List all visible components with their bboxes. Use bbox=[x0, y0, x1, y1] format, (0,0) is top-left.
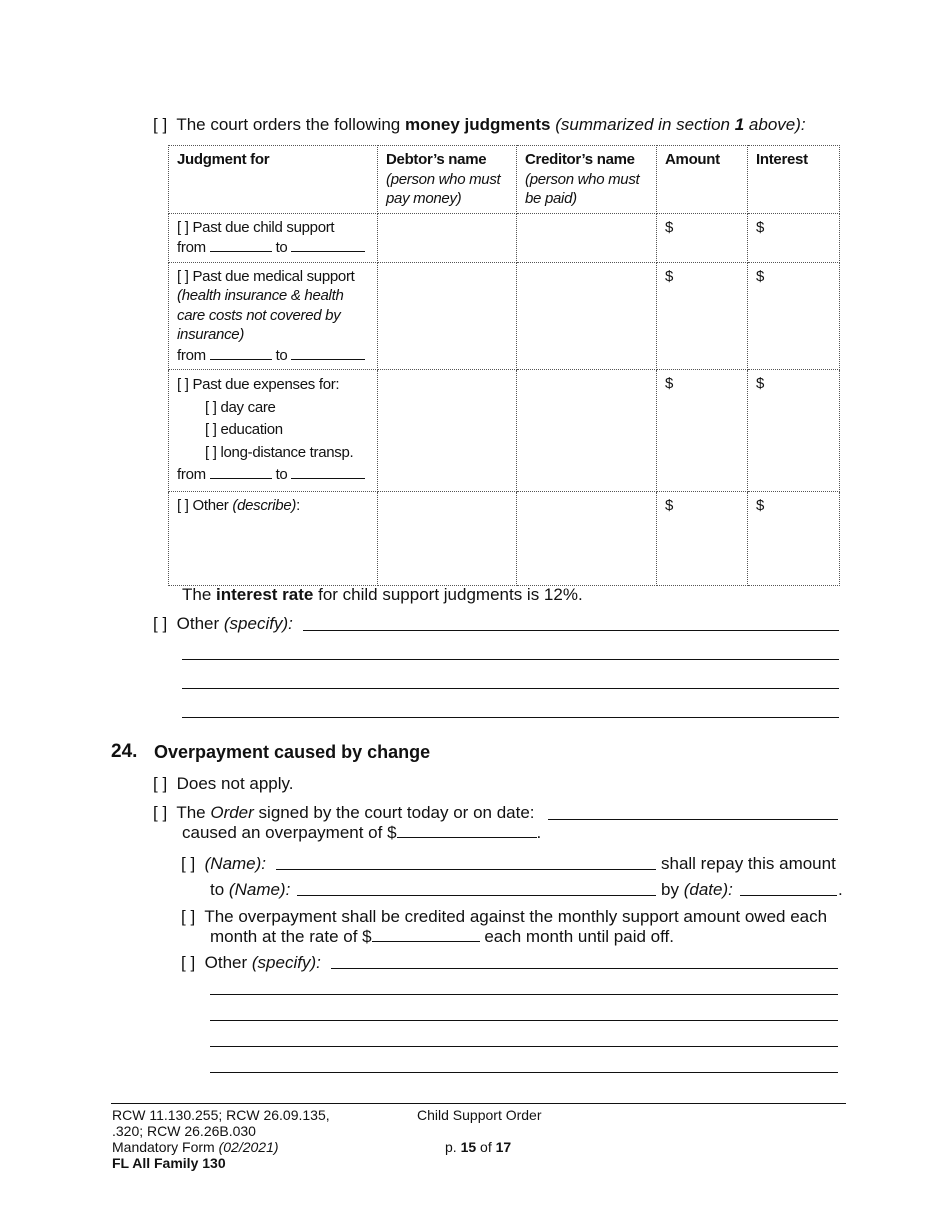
overpayment-amount-label: caused an overpayment of $ . bbox=[182, 823, 542, 842]
repay-text: shall repay this amount bbox=[661, 854, 836, 873]
table-row bbox=[169, 262, 840, 370]
creditor-name-cell[interactable] bbox=[517, 491, 657, 585]
repay-date-field[interactable] bbox=[740, 895, 837, 896]
creditor-name-cell[interactable] bbox=[517, 370, 657, 492]
other-specify: [ ] Other (specify): bbox=[153, 614, 293, 633]
table-row bbox=[169, 491, 840, 585]
intro-text: The court orders the following bbox=[176, 115, 401, 134]
footer-title: Child Support Order bbox=[417, 1107, 542, 1123]
header-creditor-name: Creditor’s name (person who must be paid) bbox=[517, 146, 657, 214]
section-title: Overpayment caused by change bbox=[154, 742, 431, 762]
debtor-name-cell[interactable] bbox=[378, 213, 517, 262]
other-specify-line[interactable] bbox=[303, 630, 839, 631]
expense-education[interactable]: [ ] education bbox=[205, 421, 283, 438]
order-overpayment-option: [ ] The Order signed by the court today or on date: bbox=[153, 803, 535, 822]
footer-divider bbox=[111, 1103, 846, 1104]
footer-rcw-1: RCW 11.130.255; RCW 26.09.135, bbox=[112, 1107, 330, 1123]
amount-cell[interactable]: $ bbox=[657, 262, 748, 370]
other-specify-line[interactable] bbox=[182, 717, 839, 718]
amount-cell[interactable]: $ bbox=[657, 491, 748, 585]
table-row bbox=[169, 370, 840, 492]
to-date-field[interactable] bbox=[291, 464, 365, 479]
table-row bbox=[169, 213, 840, 262]
expense-day-care[interactable]: [ ] day care bbox=[205, 398, 276, 416]
repay-to-name-field[interactable] bbox=[297, 895, 656, 896]
overpayment-amount-field[interactable] bbox=[397, 823, 537, 838]
repay-period: . bbox=[838, 880, 843, 899]
debtor-name-cell[interactable] bbox=[378, 262, 517, 370]
monthly-rate-field[interactable] bbox=[372, 927, 480, 942]
amount-cell[interactable]: $ bbox=[657, 213, 748, 262]
header-debtor-name: Debtor’s name (person who must pay money) bbox=[378, 146, 517, 214]
order-date-field[interactable] bbox=[548, 819, 838, 820]
interest-rate-note: The interest rate for child support judgments is 12%. bbox=[182, 585, 583, 604]
section-number: 24. bbox=[111, 741, 138, 762]
footer-form-id: FL All Family 130 bbox=[112, 1155, 226, 1171]
row-other-label[interactable]: [ ] Other (describe): bbox=[169, 491, 378, 585]
other-specify-line[interactable] bbox=[182, 688, 839, 689]
footer-left bbox=[112, 1107, 330, 1171]
repay-to-label: to (Name): bbox=[210, 880, 291, 899]
section24-other-checkbox[interactable]: [ ] bbox=[181, 953, 196, 972]
header-amount: Amount bbox=[657, 146, 748, 214]
footer-mandatory: Mandatory Form (02/2021) bbox=[112, 1139, 279, 1155]
footer-page: p. 15 of 17 bbox=[445, 1139, 512, 1155]
section24-other-line[interactable] bbox=[210, 994, 838, 995]
intro-bold: money judgments bbox=[405, 115, 551, 134]
header-judgment-for: Judgment for bbox=[169, 146, 378, 214]
table-header-row bbox=[169, 146, 840, 214]
credit-checkbox[interactable]: [ ] bbox=[181, 907, 196, 926]
interest-cell[interactable]: $ bbox=[748, 213, 840, 262]
creditor-name-cell[interactable] bbox=[517, 213, 657, 262]
repay-checkbox[interactable]: [ ] bbox=[181, 854, 196, 873]
from-date-field[interactable] bbox=[210, 237, 272, 252]
does-not-apply-option: [ ] Does not apply. bbox=[153, 774, 294, 793]
interest-cell[interactable]: $ bbox=[748, 262, 840, 370]
repay-name-field[interactable] bbox=[276, 869, 656, 870]
section24-other-line[interactable] bbox=[210, 1046, 838, 1047]
header-creditor-sub: (person who must be paid) bbox=[525, 170, 640, 207]
from-date-field[interactable] bbox=[210, 464, 272, 479]
money-judgments-intro bbox=[153, 115, 806, 135]
order-checkbox[interactable]: [ ] bbox=[153, 803, 168, 822]
interest-cell[interactable]: $ bbox=[748, 491, 840, 585]
row-medical-support-label[interactable]: [ ] Past due medical support (health insurance & health care costs not covered by insurance) from to bbox=[169, 262, 378, 370]
header-debtor-sub: (person who must pay money) bbox=[386, 170, 501, 207]
does-not-apply-checkbox[interactable]: [ ] bbox=[153, 774, 168, 793]
interest-cell[interactable]: $ bbox=[748, 370, 840, 492]
other-specify-line[interactable] bbox=[182, 659, 839, 660]
from-date-field[interactable] bbox=[210, 345, 272, 360]
section24-other-line[interactable] bbox=[210, 1020, 838, 1021]
row-expenses-label[interactable]: [ ] Past due expenses for: [ ] day care [ ] education [ ] long-distance transp. from to bbox=[169, 370, 378, 492]
money-judgments-table bbox=[168, 145, 840, 586]
repay-option: [ ] (Name): bbox=[181, 854, 267, 873]
section24-other-option: [ ] Other (specify): bbox=[181, 953, 321, 972]
amount-cell[interactable]: $ bbox=[657, 370, 748, 492]
intro-italic-b: above): bbox=[748, 115, 806, 134]
header-interest: Interest bbox=[748, 146, 840, 214]
footer-rcw-2: .320; RCW 26.26B.030 bbox=[112, 1123, 256, 1139]
intro-section-number: 1 bbox=[734, 115, 745, 134]
money-judgments-checkbox[interactable]: [ ] bbox=[153, 115, 168, 134]
intro-italic-a: (summarized in section bbox=[555, 115, 730, 134]
debtor-name-cell[interactable] bbox=[378, 370, 517, 492]
row-child-support-label[interactable]: [ ] Past due child support from to bbox=[169, 213, 378, 262]
credit-rate-line: month at the rate of $ each month until paid off. bbox=[210, 927, 674, 946]
to-date-field[interactable] bbox=[291, 237, 365, 252]
other-checkbox[interactable]: [ ] bbox=[153, 614, 168, 633]
section24-other-line[interactable] bbox=[331, 968, 838, 969]
expense-transport[interactable]: [ ] long-distance transp. bbox=[205, 443, 354, 461]
section24-other-line[interactable] bbox=[210, 1072, 838, 1073]
to-date-field[interactable] bbox=[291, 345, 365, 360]
repay-by-date-label: by (date): bbox=[661, 880, 733, 899]
debtor-name-cell[interactable] bbox=[378, 491, 517, 585]
credit-option: [ ] The overpayment shall be credited against the monthly support amount owed each bbox=[181, 907, 828, 926]
creditor-name-cell[interactable] bbox=[517, 262, 657, 370]
